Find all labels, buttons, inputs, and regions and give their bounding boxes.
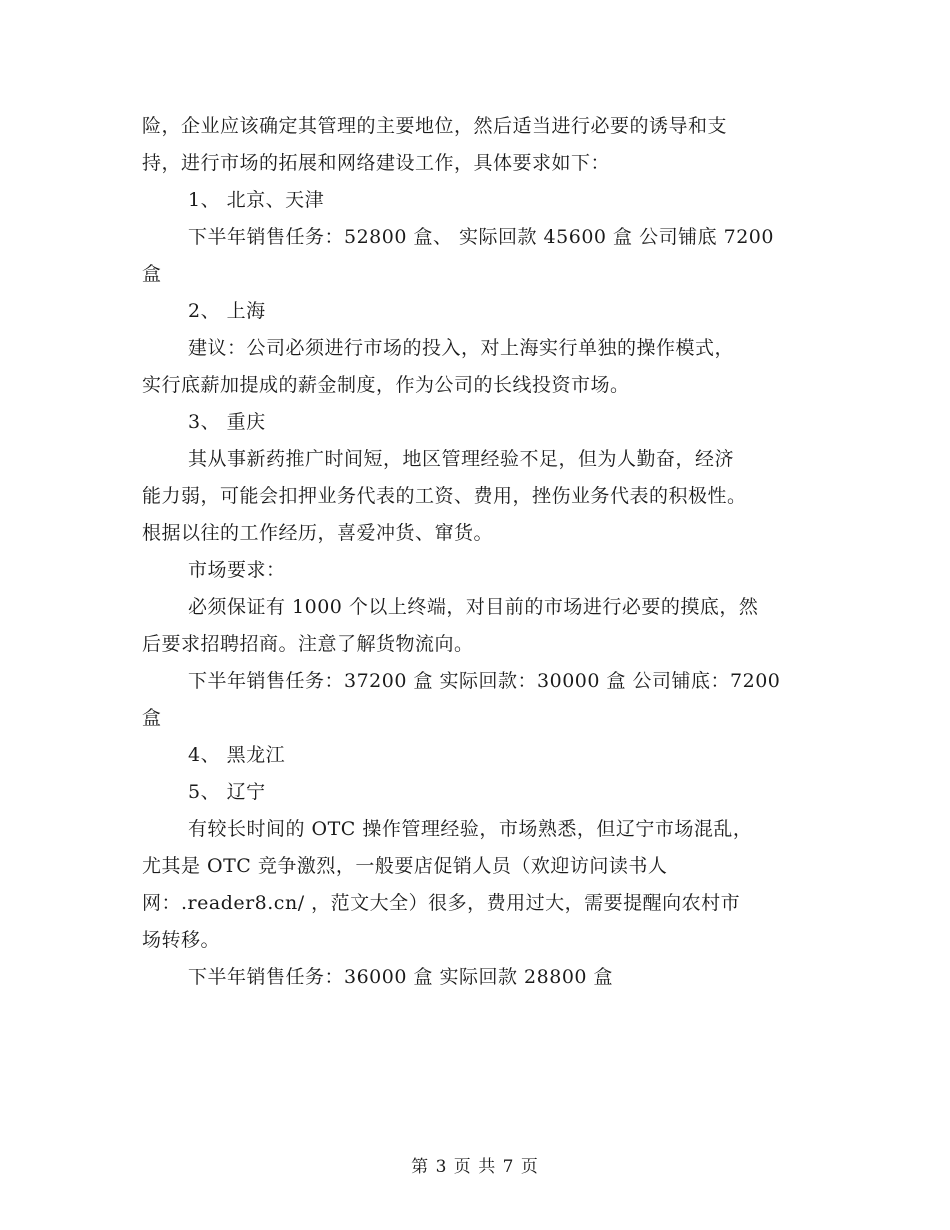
section-heading-heilongjiang: 4、 黑龙江 — [188, 744, 286, 766]
market-requirements-heading: 市场要求： — [188, 559, 286, 581]
text-line: 有较长时间的 OTC 操作管理经验，市场熟悉，但辽宁市场混乱， — [188, 818, 753, 840]
text-line: 后要求招聘招商。注意了解货物流向。 — [142, 633, 474, 655]
text-line: 网：.reader8.cn/ ，范文大全）很多，费用过大，需要提醒向农村市 — [142, 892, 741, 914]
sales-target-line: 下半年销售任务：52800 盒、 实际回款 45600 盒 公司铺底 7200 — [188, 226, 774, 248]
page-number-footer: 第 3 页 共 7 页 — [411, 1157, 539, 1177]
section-heading-shanghai: 2、 上海 — [188, 300, 266, 322]
text-line: 场转移。 — [142, 929, 221, 951]
section-heading-liaoning: 5、 辽宁 — [188, 781, 266, 803]
section-heading-beijing-tianjin: 1、 北京、天津 — [188, 189, 325, 211]
text-line: 其从事新药推广时间短，地区管理经验不足，但为人勤奋，经济 — [188, 448, 735, 470]
document-body — [142, 108, 812, 996]
sales-target-line: 下半年销售任务：36000 盒 实际回款 28800 盒 — [188, 966, 614, 988]
text-line: 根据以往的工作经历，喜爱冲货、窜货。 — [142, 522, 494, 544]
text-line: 盒 — [142, 263, 162, 285]
text-line: 必须保证有 1000 个以上终端，对目前的市场进行必要的摸底，然 — [188, 596, 759, 618]
text-line: 能力弱，可能会扣押业务代表的工资、费用，挫伤业务代表的积极性。 — [142, 485, 747, 507]
text-line: 盒 — [142, 707, 162, 729]
text-line: 持，进行市场的拓展和网络建设工作，具体要求如下： — [142, 152, 611, 174]
text-line: 实行底薪加提成的薪金制度，作为公司的长线投资市场。 — [142, 374, 630, 396]
sales-target-line: 下半年销售任务：37200 盒 实际回款：30000 盒 公司铺底：7200 — [188, 670, 781, 692]
text-line: 险，企业应该确定其管理的主要地位，然后适当进行必要的诱导和支 — [142, 115, 728, 137]
text-line: 尤其是 OTC 竞争激烈，一般要店促销人员（欢迎访问读书人 — [142, 855, 668, 877]
section-heading-chongqing: 3、 重庆 — [188, 411, 266, 433]
text-line: 建议：公司必须进行市场的投入，对上海实行单独的操作模式， — [188, 337, 735, 359]
